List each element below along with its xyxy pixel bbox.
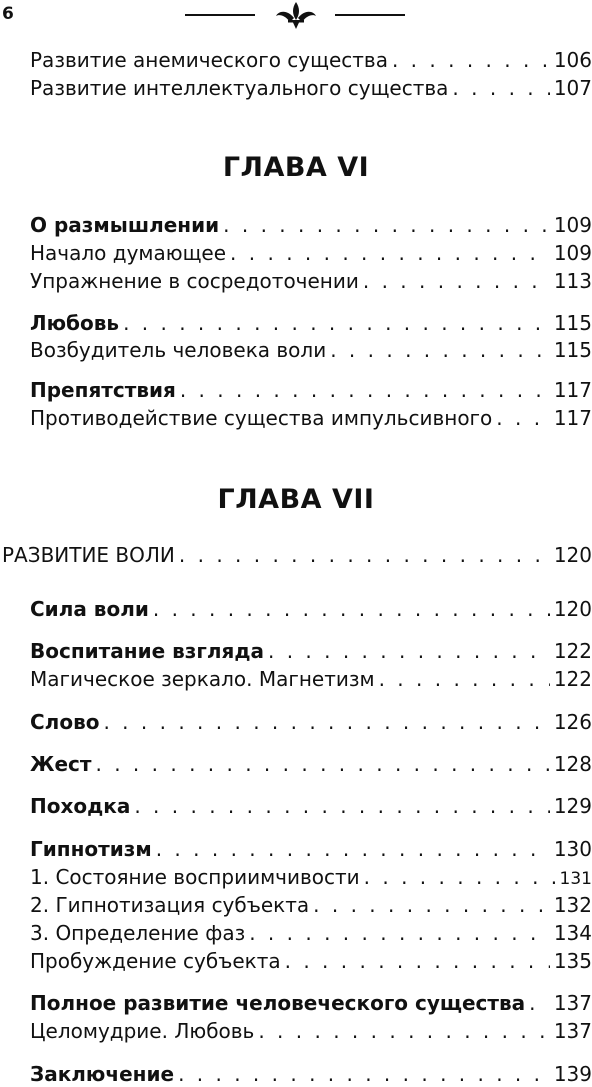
toc-entry-title: Слово: [30, 710, 100, 734]
toc-entry-title: Пробуждение субъекта: [30, 949, 281, 973]
toc-entry-title: Препятствия: [30, 378, 176, 402]
dot-leader: [123, 310, 550, 336]
toc-entry-page: 137: [553, 991, 592, 1015]
chapter-heading: ГЛАВА VII: [217, 484, 375, 515]
toc-entry-title: Жест: [30, 752, 92, 776]
toc-entry-page: 122: [553, 639, 592, 663]
dot-leader: [529, 990, 550, 1016]
dot-leader: [178, 1061, 550, 1087]
toc-entry-title: 1. Состояние восприимчивости: [30, 865, 360, 889]
toc-entry: [30, 793, 592, 819]
dot-leader: [285, 948, 550, 974]
toc-entry: [30, 666, 592, 692]
dot-leader: [179, 542, 550, 568]
toc-entry-page: 134: [553, 921, 592, 945]
toc-entry-page: 113: [553, 269, 592, 293]
toc-entry: [30, 596, 592, 622]
dot-leader: [103, 709, 549, 735]
toc-entry-page: 117: [553, 378, 592, 402]
toc-entry-page: 128: [553, 752, 592, 776]
toc-entry: [30, 75, 592, 101]
dot-leader: [258, 1018, 549, 1044]
toc-entry: [30, 990, 592, 1016]
toc-entry-page: 132: [553, 893, 592, 917]
toc-entry: [30, 920, 592, 946]
dot-leader: [268, 638, 550, 664]
dot-leader: [156, 836, 550, 862]
toc-entry-title: Развитие интеллектуального существа: [30, 76, 449, 100]
toc-entry-page: 115: [553, 311, 592, 335]
dot-leader: [452, 75, 549, 101]
toc-entry-title: Полное развитие человеческого существа: [30, 991, 526, 1015]
toc-entry-title: Гипнотизм: [30, 837, 152, 861]
toc-entry-page: 131: [559, 869, 592, 889]
dot-leader: [180, 377, 550, 403]
toc-entry-page: 109: [553, 213, 592, 237]
toc-entry-title: О размышлении: [30, 213, 220, 237]
toc-entry: [2, 542, 592, 568]
toc-entry-title: Магическое зеркало. Магнетизм: [30, 667, 375, 691]
toc-entry-title: Заключение: [30, 1062, 175, 1086]
toc-entry-title: Любовь: [30, 311, 120, 335]
toc-entry-page: 126: [553, 710, 592, 734]
toc-entry: [30, 268, 592, 294]
toc-entry-page: 139: [553, 1062, 592, 1086]
toc-entry: [30, 836, 592, 862]
toc-entry-page: 109: [553, 241, 592, 265]
header-rule-right: [335, 14, 405, 16]
toc-entry-page: 135: [553, 949, 592, 973]
dot-leader: [364, 864, 556, 890]
toc-entry-page: 115: [553, 338, 592, 362]
toc-entry-page: 107: [553, 76, 592, 100]
dot-leader: [223, 212, 550, 238]
toc-entry: [30, 709, 592, 735]
toc-entry: [30, 1018, 592, 1044]
chapter-heading: ГЛАВА VI: [222, 152, 370, 183]
toc-entry: [30, 751, 592, 777]
toc-entry-title: Развитие анемического существа: [30, 48, 388, 72]
toc-entry-page: 106: [553, 48, 592, 72]
toc-entry: [30, 864, 592, 892]
dot-leader: [230, 240, 550, 266]
toc-entry-title: Упражнение в сосредоточении: [30, 269, 359, 293]
toc-entry: [30, 240, 592, 266]
toc-entry-title: РАЗВИТИЕ ВОЛИ: [2, 543, 175, 567]
page-header: [0, 0, 592, 34]
toc-entry: [30, 337, 592, 363]
page-number: 6: [2, 4, 14, 24]
toc-entry-page: 120: [553, 543, 592, 567]
toc-entry-title: 3. Определение фаз: [30, 921, 246, 945]
toc-entry: [30, 892, 592, 918]
toc-entry: [30, 377, 592, 403]
dot-leader: [496, 405, 550, 431]
dot-leader: [249, 920, 550, 946]
dot-leader: [392, 47, 550, 73]
toc-entry-page: 122: [553, 667, 592, 691]
toc-entry: [30, 948, 592, 974]
dot-leader: [313, 892, 550, 918]
toc-entry-title: Воспитание взгляда: [30, 639, 264, 663]
toc-entry-title: Походка: [30, 794, 131, 818]
toc-entry: [30, 1061, 592, 1087]
dot-leader: [363, 268, 550, 294]
dot-leader: [134, 793, 549, 819]
toc-entry: [30, 47, 592, 73]
toc-entry-page: 130: [553, 837, 592, 861]
dot-leader: [330, 337, 550, 363]
toc-entry-title: Противодействие существа импульсивного: [30, 406, 493, 430]
toc-entry-title: Возбудитель человека воли: [30, 338, 327, 362]
header-rule-left: [185, 14, 255, 16]
toc-entry-page: 137: [553, 1019, 592, 1043]
toc-entry-page: 129: [553, 794, 592, 818]
dot-leader: [153, 596, 550, 622]
toc-entry-title: Начало думающее: [30, 241, 227, 265]
toc-entry-page: 120: [553, 597, 592, 621]
toc-entry: [30, 405, 592, 431]
dot-leader: [96, 751, 550, 777]
dot-leader: [379, 666, 550, 692]
toc-entry-title: 2. Гипнотизация субъекта: [30, 893, 310, 917]
toc-entry: [30, 212, 592, 238]
toc-entry-title: Целомудрие. Любовь: [30, 1019, 255, 1043]
toc-entry-page: 117: [553, 406, 592, 430]
fleur-de-lis-icon: [271, 0, 321, 30]
toc-entry: [30, 638, 592, 664]
toc-entry: [30, 310, 592, 336]
toc-entry-title: Сила воли: [30, 597, 149, 621]
